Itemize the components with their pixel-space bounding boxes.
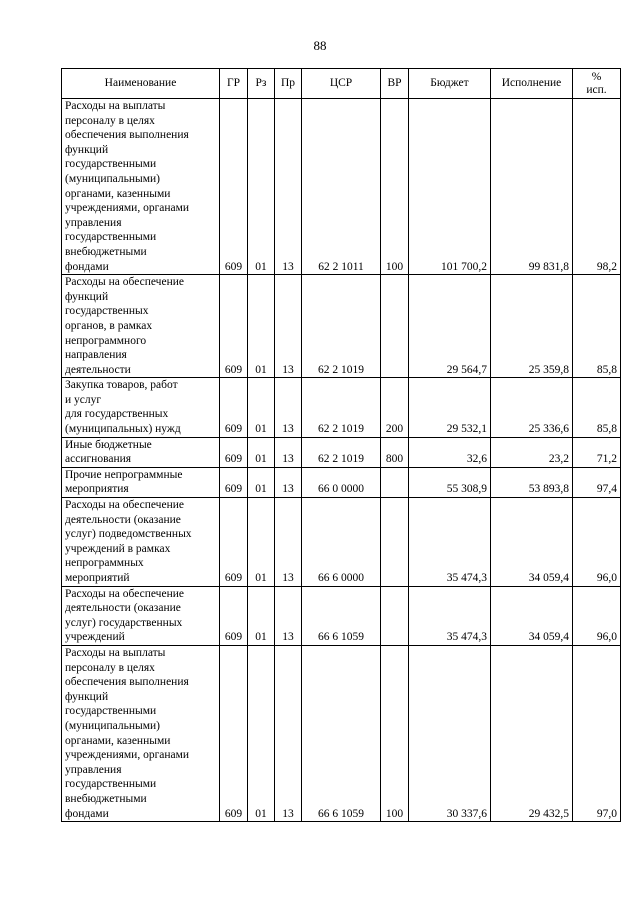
cell-percent: 97,4 xyxy=(573,467,621,497)
cell-csr: 62 2 1019 xyxy=(302,437,381,467)
cell-pr: 13 xyxy=(275,99,302,275)
cell-execution: 99 831,8 xyxy=(491,99,573,275)
cell-pr: 13 xyxy=(275,437,302,467)
cell-execution: 29 432,5 xyxy=(491,645,573,821)
cell-vr: 100 xyxy=(381,99,409,275)
cell-gr: 609 xyxy=(220,586,248,645)
cell-name: Расходы на обеспечение деятельности (оказание услуг) подведомственных учреждений в рамках непрограммных мероприятий xyxy=(62,498,220,587)
cell-pr: 13 xyxy=(275,586,302,645)
header-percent: % исп. xyxy=(573,69,621,99)
cell-csr: 62 2 1019 xyxy=(302,378,381,437)
cell-vr: 200 xyxy=(381,378,409,437)
cell-budget: 35 474,3 xyxy=(409,498,491,587)
cell-budget: 101 700,2 xyxy=(409,99,491,275)
cell-gr: 609 xyxy=(220,99,248,275)
header-budget: Бюджет xyxy=(409,69,491,99)
cell-execution: 53 893,8 xyxy=(491,467,573,497)
cell-name: Прочие непрограммные мероприятия xyxy=(62,467,220,497)
cell-budget: 30 337,6 xyxy=(409,645,491,821)
cell-gr: 609 xyxy=(220,498,248,587)
cell-csr: 62 2 1011 xyxy=(302,99,381,275)
cell-gr: 609 xyxy=(220,275,248,378)
cell-execution: 25 359,8 xyxy=(491,275,573,378)
cell-vr xyxy=(381,586,409,645)
cell-execution: 25 336,6 xyxy=(491,378,573,437)
page-number: 88 xyxy=(313,38,327,53)
cell-rz: 01 xyxy=(248,437,275,467)
header-pr: Пр xyxy=(275,69,302,99)
table-row xyxy=(62,378,621,437)
cell-budget: 32,6 xyxy=(409,437,491,467)
cell-rz: 01 xyxy=(248,275,275,378)
cell-pr: 13 xyxy=(275,645,302,821)
cell-rz: 01 xyxy=(248,99,275,275)
cell-execution: 34 059,4 xyxy=(491,498,573,587)
cell-name: Расходы на выплаты персоналу в целях обеспечения выполнения функций государственными (муниципальными) органами, казенными учреждениями, органами управления государственными внебюджетными фондами xyxy=(62,99,220,275)
cell-csr: 66 6 1059 xyxy=(302,586,381,645)
header-vr: ВР xyxy=(381,69,409,99)
header-execution: Исполнение xyxy=(491,69,573,99)
cell-rz: 01 xyxy=(248,586,275,645)
cell-percent: 97,0 xyxy=(573,645,621,821)
header-rz: Рз xyxy=(248,69,275,99)
cell-budget: 29 564,7 xyxy=(409,275,491,378)
cell-name: Расходы на выплаты персоналу в целях обеспечения выполнения функций государственными (муниципальными) органами, казенными учреждениями, органами управления государственными внебюджетными фондами xyxy=(62,645,220,821)
cell-vr: 800 xyxy=(381,437,409,467)
table-row xyxy=(62,467,621,497)
header-gr: ГР xyxy=(220,69,248,99)
cell-rz: 01 xyxy=(248,645,275,821)
cell-rz: 01 xyxy=(248,498,275,587)
table-row xyxy=(62,437,621,467)
table-row xyxy=(62,586,621,645)
cell-budget: 35 474,3 xyxy=(409,586,491,645)
header-csr: ЦСР xyxy=(302,69,381,99)
cell-percent: 98,2 xyxy=(573,99,621,275)
cell-name: Расходы на обеспечение функций государственных органов, в рамках непрограммного направления деятельности xyxy=(62,275,220,378)
cell-percent: 96,0 xyxy=(573,586,621,645)
cell-budget: 55 308,9 xyxy=(409,467,491,497)
cell-rz: 01 xyxy=(248,467,275,497)
cell-csr: 62 2 1019 xyxy=(302,275,381,378)
cell-percent: 71,2 xyxy=(573,437,621,467)
cell-gr: 609 xyxy=(220,378,248,437)
cell-gr: 609 xyxy=(220,645,248,821)
cell-vr xyxy=(381,275,409,378)
cell-csr: 66 6 1059 xyxy=(302,645,381,821)
cell-gr: 609 xyxy=(220,467,248,497)
cell-rz: 01 xyxy=(248,378,275,437)
table-row xyxy=(62,99,621,275)
table-row xyxy=(62,645,621,821)
cell-name: Расходы на обеспечение деятельности (оказание услуг) государственных учреждений xyxy=(62,586,220,645)
cell-name: Иные бюджетные ассигнования xyxy=(62,437,220,467)
cell-percent: 85,8 xyxy=(573,275,621,378)
budget-table xyxy=(61,68,621,822)
table-row xyxy=(62,275,621,378)
cell-csr: 66 6 0000 xyxy=(302,498,381,587)
cell-vr: 100 xyxy=(381,645,409,821)
cell-pr: 13 xyxy=(275,275,302,378)
cell-execution: 23,2 xyxy=(491,437,573,467)
cell-vr xyxy=(381,467,409,497)
cell-vr xyxy=(381,498,409,587)
cell-execution: 34 059,4 xyxy=(491,586,573,645)
cell-pr: 13 xyxy=(275,498,302,587)
table-header-row xyxy=(62,69,621,99)
cell-name: Закупка товаров, работ и услуг для государственных (муниципальных) нужд xyxy=(62,378,220,437)
cell-pr: 13 xyxy=(275,378,302,437)
cell-percent: 85,8 xyxy=(573,378,621,437)
cell-percent: 96,0 xyxy=(573,498,621,587)
cell-budget: 29 532,1 xyxy=(409,378,491,437)
table-row xyxy=(62,498,621,587)
cell-pr: 13 xyxy=(275,467,302,497)
cell-gr: 609 xyxy=(220,437,248,467)
cell-csr: 66 0 0000 xyxy=(302,467,381,497)
header-name: Наименование xyxy=(62,69,220,99)
